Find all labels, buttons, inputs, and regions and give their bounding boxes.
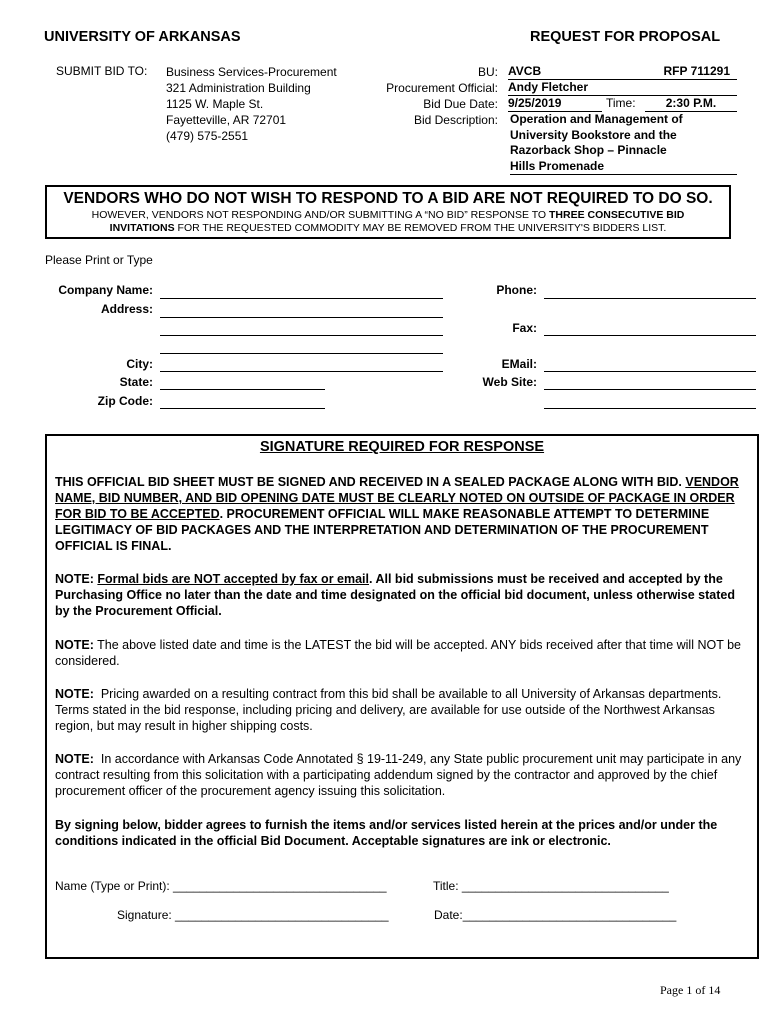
document-title: REQUEST FOR PROPOSAL <box>530 29 721 45</box>
due-date-value: 9/25/2019 <box>508 96 602 112</box>
address-line: 321 Administration Building <box>166 81 311 95</box>
bid-description <box>510 112 737 175</box>
note-pricing-text: Pricing awarded on a resulting contract from this bid shall be available to all University of Arkansas departments. Terms stated in the bid response, including pricing and delivery, are available for use outside of the Northwest Arkansas region, but may result in higher shipping costs. <box>55 687 722 733</box>
signature-label: Signature: <box>117 908 172 922</box>
description-line: Operation and Management of <box>510 112 683 126</box>
vendor-notice-text-a: HOWEVER, VENDORS NOT RESPONDING AND/OR SUBMITTING A “NO BID” RESPONSE TO <box>91 209 550 221</box>
state-label: State: <box>119 375 153 389</box>
email-label: EMail: <box>501 357 537 371</box>
title-row <box>433 879 669 893</box>
note-arkansas-code-text: In accordance with Arkansas Code Annotated § 19-11-249, any State public procurement unit may participate in any contract resulting from this solicitation with a participating addendum signed by the contractor and approved by the chief procurement officer of the procurement agency issuing this solicitation. <box>55 752 742 798</box>
signature-row <box>117 908 389 922</box>
rfp-number <box>568 64 737 80</box>
official-bid-text-b: VENDOR NAME, BID NUMBER, AND BID OPENING DATE MUST BE CLEARLY NOTED ON OUTSIDE OF PACKAGE IN ORDER FOR BID TO BE ACCEPTED <box>55 475 739 521</box>
note-formal-bids-b: . All bid submissions must be received and accepted by the Purchasing Office no later than the date and time designated on the official bid document, unless otherwise stated by the Procurement Official. <box>55 572 735 618</box>
note-label: NOTE: <box>55 572 94 586</box>
description-line: University Bookstore and the <box>510 127 677 142</box>
time-label: Time: <box>606 96 636 110</box>
bid-info-labels <box>360 64 498 128</box>
description-line: Hills Promenade <box>510 158 605 173</box>
due-date-label: Bid Due Date: <box>423 97 498 111</box>
note-latest-time <box>55 637 751 669</box>
fax-field[interactable] <box>544 335 756 336</box>
official-value: Andy Fletcher <box>508 80 737 96</box>
signature-field[interactable]: ________________________________ <box>175 908 389 922</box>
company-name-label: Company Name: <box>58 283 153 297</box>
city-label: City: <box>126 357 153 371</box>
note-label: NOTE: <box>55 638 94 652</box>
signature-section <box>45 434 759 959</box>
phone-label: Phone: <box>496 283 537 297</box>
date-row <box>434 908 676 922</box>
page-number: Page 1 of 14 <box>660 983 721 997</box>
title-field[interactable]: _______________________________ <box>461 879 669 893</box>
address-field-1[interactable] <box>160 317 443 318</box>
vendor-notice-text-b: THREE CONSECUTIVE BID <box>549 209 685 221</box>
website-field-2[interactable] <box>544 408 756 409</box>
zip-code-field[interactable] <box>160 408 325 409</box>
organization-title: UNIVERSITY OF ARKANSAS <box>44 29 241 45</box>
vendor-notice-text <box>57 209 719 235</box>
official-bid-text-c: . PROCUREMENT OFFICIAL WILL MAKE REASONABLE ATTEMPT TO DETERMINE LEGITIMACY OF BID PACKAGES AND THE INTERPRETATION AND DETERMINATION OF THE PROCUREMENT OFFICIAL IS FINAL. <box>55 507 710 553</box>
city-field[interactable] <box>160 371 443 372</box>
email-field[interactable] <box>544 371 756 372</box>
signature-section-title: SIGNATURE REQUIRED FOR RESPONSE <box>259 439 545 455</box>
address-line: Business Services-Procurement <box>166 65 337 79</box>
zip-code-label: Zip Code: <box>97 394 153 408</box>
submit-bid-label: SUBMIT BID TO: <box>56 64 148 78</box>
note-formal-bids <box>55 571 751 619</box>
description-label: Bid Description: <box>413 113 498 127</box>
company-name-field[interactable] <box>160 298 443 299</box>
print-instruction: Please Print or Type <box>45 253 153 267</box>
vendor-notice-title: VENDORS WHO DO NOT WISH TO RESPOND TO A BID ARE NOT REQUIRED TO DO SO. <box>63 190 713 207</box>
note-pricing <box>55 686 751 734</box>
vendor-notice-text-d: FOR THE REQUESTED COMMODITY MAY BE REMOVED FROM THE UNIVERSITY'S BIDDERS LIST. <box>174 222 667 234</box>
rfp-number-text: RFP 711291 <box>663 64 730 78</box>
phone-field[interactable] <box>544 298 756 299</box>
bu-label: BU: <box>477 65 498 79</box>
vendor-notice-text-c: INVITATIONS <box>109 222 175 234</box>
bu-value: AVCB <box>508 64 568 80</box>
fax-label: Fax: <box>512 321 537 335</box>
website-field[interactable] <box>544 389 756 390</box>
submit-address <box>166 64 337 144</box>
note-arkansas-code <box>55 751 751 799</box>
name-row <box>55 879 387 893</box>
note-formal-bids-a: Formal bids are NOT accepted by fax or email <box>97 572 369 586</box>
address-label: Address: <box>100 302 153 316</box>
address-line: Fayetteville, AR 72701 <box>166 113 287 127</box>
address-line: (479) 575-2551 <box>166 129 249 143</box>
official-bid-paragraph <box>55 474 751 554</box>
time-value: 2:30 P.M. <box>645 96 737 112</box>
official-label: Procurement Official: <box>386 81 498 95</box>
address-field-3[interactable] <box>160 353 443 354</box>
website-label: Web Site: <box>482 375 537 389</box>
note-label: NOTE: <box>55 752 94 766</box>
state-field[interactable] <box>160 389 325 390</box>
date-field[interactable]: ________________________________ <box>462 908 677 922</box>
description-line: Razorback Shop – Pinnacle <box>510 143 667 157</box>
note-latest-time-text: The above listed date and time is the LATEST the bid will be accepted. ANY bids received after that time will NOT be considered. <box>55 638 741 668</box>
note-label: NOTE: <box>55 687 94 701</box>
official-bid-text-a: THIS OFFICIAL BID SHEET MUST BE SIGNED AND RECEIVED IN A SEALED PACKAGE ALONG WITH BID. <box>55 475 686 489</box>
title-label: Title: <box>433 879 459 893</box>
name-label: Name (Type or Print): <box>55 879 170 893</box>
date-label: Date: <box>434 908 463 922</box>
address-line: 1125 W. Maple St. <box>166 97 264 111</box>
agreement-paragraph: By signing below, bidder agrees to furnish the items and/or services listed herein at the prices and/or under the conditions indicated in the official Bid Document. Acceptable signatures are ink or electronic. <box>55 818 718 848</box>
vendor-notice-box <box>45 185 731 239</box>
name-field[interactable]: ________________________________ <box>173 879 387 893</box>
address-field-2[interactable] <box>160 335 443 336</box>
